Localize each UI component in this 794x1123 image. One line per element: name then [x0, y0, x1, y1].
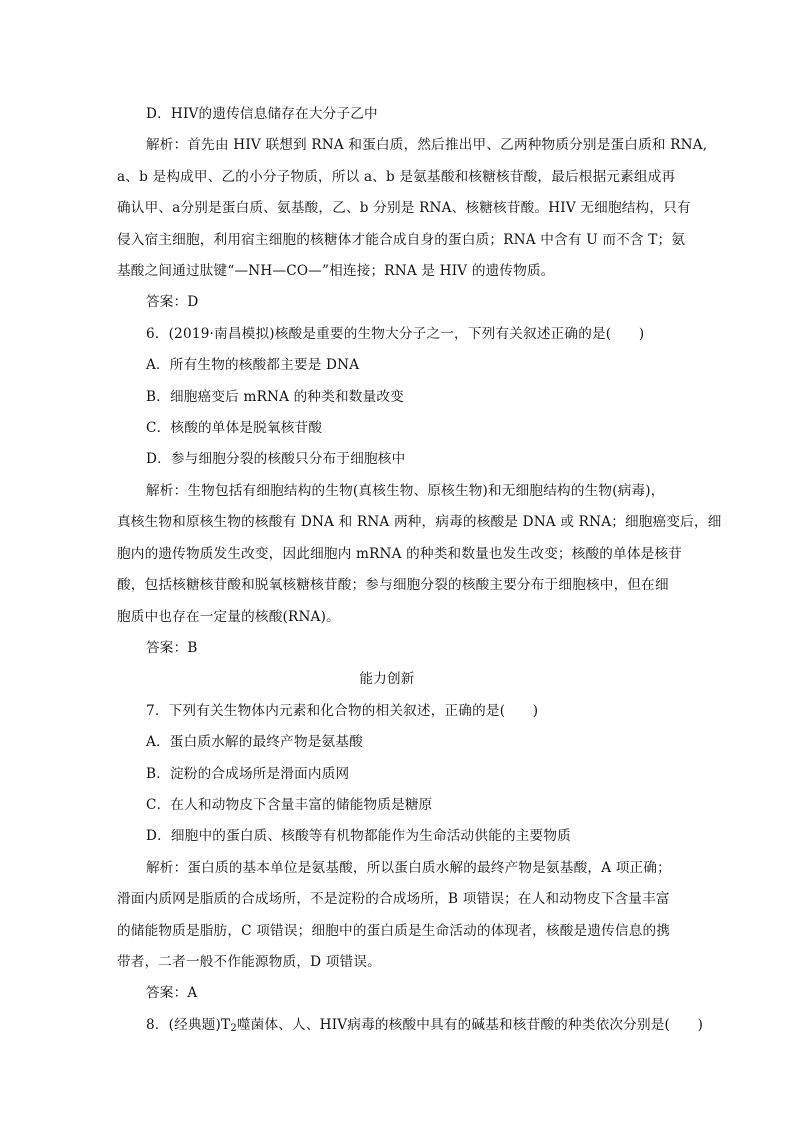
analysis-q7-line3: 的储能物质是脂肪，C 项错误；细胞中的蛋白质是生命活动的体现者，核酸是遗传信息的携: [117, 922, 671, 939]
analysis-q5-line4: 侵入宿主细胞，利用宿主细胞的核糖体才能合成自身的蛋白质；RNA 中含有 U 而不含 T；氨: [117, 231, 686, 248]
question-7-stem: 7．下列有关生物体内元素和化合物的相关叙述，正确的是( ): [146, 702, 539, 719]
analysis-q6-line1: 解析：生物包括有细胞结构的生物(真核生物、原核生物)和无细胞结构的生物(病毒)，: [146, 482, 665, 499]
option-d-q5: D．HIV的遗传信息储存在大分子乙中: [146, 106, 378, 122]
option-d-q7: D．细胞中的蛋白质、核酸等有机物都能作为生命活动供能的主要物质: [146, 828, 571, 845]
question-6-stem: 6．(2019·南昌模拟)核酸是重要的生物大分子之一，下列有关叙述正确的是( ): [146, 325, 645, 342]
option-c-q6: C．核酸的单体是脱氧核苷酸: [146, 420, 323, 437]
analysis-q6-line4: 酸，包括核糖核苷酸和脱氧核糖核苷酸；参与细胞分裂的核酸主要分布于细胞核中，但在细: [117, 577, 669, 594]
analysis-q6-line3: 胞内的遗传物质发生改变，因此细胞内 mRNA 的种类和数量也发生改变；核酸的单体是核苷: [117, 545, 683, 562]
analysis-q7-line4: 带者，二者一般不作能源物质，D 项错误。: [117, 953, 381, 970]
answer-q7: 答案：A: [146, 985, 198, 1002]
question-8-rest: 噬菌体、人、HIV病毒的核酸中具有的碱基和核苷酸的种类依次分别是( ): [236, 1016, 704, 1033]
analysis-q7-line2: 滑面内质网是脂质的合成场所，不是淀粉的合成场所，B 项错误；在人和动物皮下含量丰富: [117, 891, 670, 908]
question-8-stem: [146, 1010, 704, 1044]
option-b-q6: B．细胞癌变后 mRNA 的种类和数量改变: [146, 388, 404, 405]
analysis-q5-line3: 确认甲、a分别是蛋白质、氨基酸，乙、b 分别是 RNA、核糖核苷酸。HIV 无细胞结构，只有: [117, 200, 691, 217]
analysis-q5-line1: 解析：首先由 HIV 联想到 RNA 和蛋白质，然后推出甲、乙两种物质分别是蛋白质和 RNA,: [146, 137, 708, 154]
analysis-q6-line5: 胞质中也存在一定量的核酸(RNA)。: [117, 608, 340, 625]
answer-q5: 答案：D: [146, 294, 199, 311]
analysis-q7-line1: 解析：蛋白质的基本单位是氨基酸，所以蛋白质水解的最终产物是氨基酸，A 项正确；: [146, 859, 671, 876]
section-heading: 能力创新: [359, 671, 415, 688]
option-b-q7: B．淀粉的合成场所是滑面内质网: [146, 765, 350, 782]
analysis-q5-line5: 基酸之间通过肽键“—NH—CO—”相连接；RNA 是 HIV 的遗传物质。: [117, 263, 555, 280]
document-page: [117, 99, 722, 1044]
option-d-q6: D．参与细胞分裂的核酸只分布于细胞核中: [146, 451, 406, 468]
option-a-q6: A．所有生物的核酸都主要是 DNA: [146, 357, 360, 374]
analysis-q6-line2: 真核生物和原核生物的核酸有 DNA 和 RNA 两种，病毒的核酸是 DNA 或 RNA；细胞癌变后，细: [117, 514, 722, 531]
option-a-q7: A．蛋白质水解的最终产物是氨基酸: [146, 734, 363, 751]
option-c-q7: C．在人和动物皮下含量丰富的储能物质是糖原: [146, 796, 433, 813]
question-8-subscript: 2: [230, 1022, 237, 1034]
analysis-q5-line2: a、b 是构成甲、乙的小分子物质，所以 a、b 是氨基酸和核糖核苷酸，最后根据元素组成再: [117, 168, 676, 185]
question-8-prefix: 8．(经典题)T: [146, 1016, 231, 1033]
answer-q6: 答案：B: [146, 639, 198, 656]
